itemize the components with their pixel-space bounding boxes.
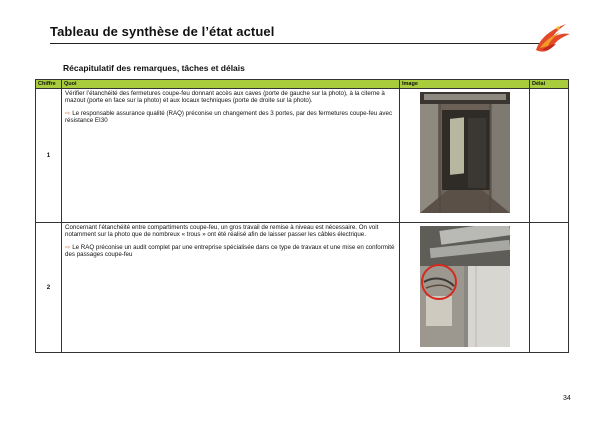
row-note: Le responsable assurance qualité (RAQ) préconise un changement des 3 portes, par des fermetures coupe-feu avec résistance EI30: [65, 109, 393, 125]
row-image-cell: [400, 223, 530, 353]
row-delay: [530, 223, 569, 353]
table-row: [36, 89, 569, 223]
row-number: 1: [36, 89, 62, 223]
fire-door-corridor-photo: [420, 92, 510, 213]
page-title: Tableau de synthèse de l’état actuel: [50, 24, 275, 39]
row-text: Vérifier l’étanchéité des fermetures coupe-feu donnant accès aux caves (porte de gauche sur la photo), à la citerne à mazout (porte en face sur la photo) et aux locaux techniques (porte de droite sur la photo).: [65, 90, 385, 105]
column-header-quoi: Quoi: [62, 80, 400, 89]
page-number: 34: [563, 395, 571, 402]
row-image-cell: [400, 89, 530, 223]
arrow-icon: ⇨: [65, 109, 71, 117]
row-text: Concernant l’étanchéité entre compartiments coupe-feu, un gros travail de remise à niveau est nécessaire. On voit notamment sur la photo que de nombreux « trous » ont été réalisé afin de laisser passer les câbles électrique.: [65, 224, 379, 239]
title-divider: [50, 43, 545, 44]
row-note: Le RAQ préconise un audit complet par une entreprise spécialisée dans ce type de travaux et une mise en conformité des passages coupe-feu: [65, 243, 395, 259]
row-description: [62, 223, 400, 353]
column-header-chiffre: Chiffre: [36, 80, 62, 89]
row-delay: [530, 89, 569, 223]
section-title: Récapitulatif des remarques, tâches et délais: [63, 63, 245, 73]
arrow-icon: ⇨: [65, 243, 71, 251]
table-header-row: [36, 80, 569, 89]
row-description: [62, 89, 400, 223]
column-header-image: Image: [400, 80, 530, 89]
row-number: 2: [36, 223, 62, 353]
table-row: [36, 223, 569, 353]
summary-table: [35, 79, 569, 353]
cable-penetration-photo: [420, 226, 510, 347]
column-header-delai: Délai: [530, 80, 569, 89]
phoenix-logo-icon: [528, 20, 572, 58]
